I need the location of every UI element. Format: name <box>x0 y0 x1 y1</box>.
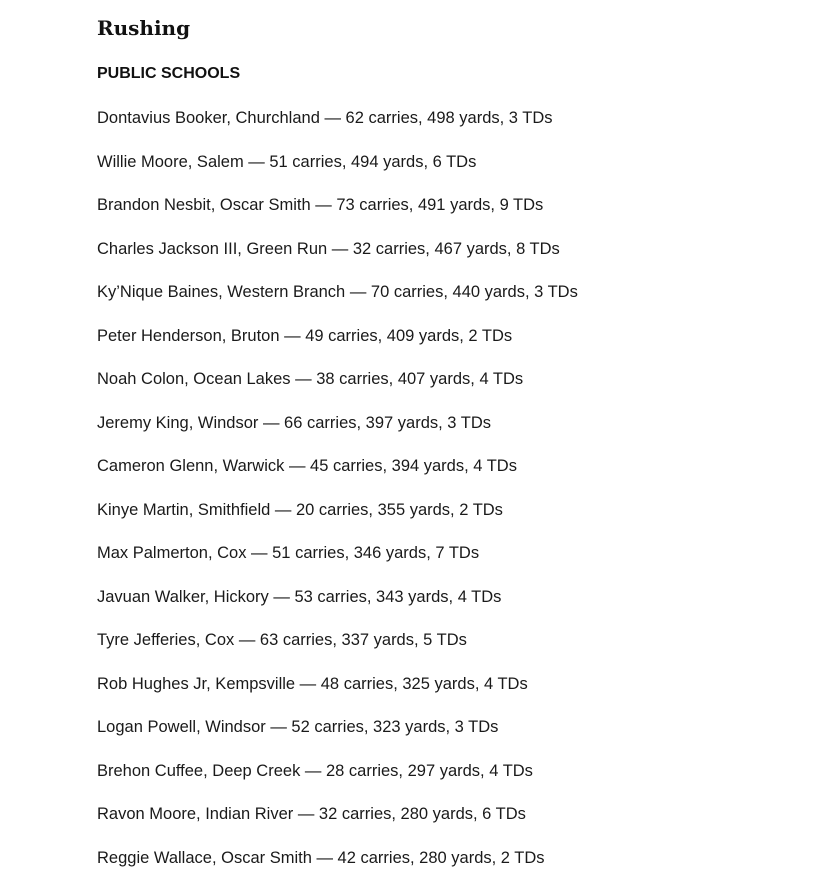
stat-line: Kinye Martin, Smithfield — 20 carries, 355 yards, 2 TDs <box>97 498 578 542</box>
stat-line: Tyre Jefferies, Cox — 63 carries, 337 yards, 5 TDs <box>97 628 578 672</box>
stat-line: Rob Hughes Jr, Kempsville — 48 carries, 325 yards, 4 TDs <box>97 672 578 716</box>
stat-line: Reggie Wallace, Oscar Smith — 42 carries, 280 yards, 2 TDs <box>97 846 578 889</box>
stat-line: Jeremy King, Windsor — 66 carries, 397 yards, 3 TDs <box>97 411 578 455</box>
stat-line: Ravon Moore, Indian River — 32 carries, 280 yards, 6 TDs <box>97 802 578 846</box>
stat-line: Brandon Nesbit, Oscar Smith — 73 carries, 491 yards, 9 TDs <box>97 193 578 237</box>
stat-line: Max Palmerton, Cox — 51 carries, 346 yards, 7 TDs <box>97 541 578 585</box>
stat-line: Brehon Cuffee, Deep Creek — 28 carries, 297 yards, 4 TDs <box>97 759 578 803</box>
stat-line: Logan Powell, Windsor — 52 carries, 323 yards, 3 TDs <box>97 715 578 759</box>
section-heading: Rushing <box>97 16 190 40</box>
stat-line: Peter Henderson, Bruton — 49 carries, 409 yards, 2 TDs <box>97 324 578 368</box>
stat-line: Willie Moore, Salem — 51 carries, 494 yards, 6 TDs <box>97 150 578 194</box>
stat-line: Javuan Walker, Hickory — 53 carries, 343 yards, 4 TDs <box>97 585 578 629</box>
stat-line: Noah Colon, Ocean Lakes — 38 carries, 407 yards, 4 TDs <box>97 367 578 411</box>
stat-line: Ky’Nique Baines, Western Branch — 70 carries, 440 yards, 3 TDs <box>97 280 578 324</box>
stat-line: Dontavius Booker, Churchland — 62 carries, 498 yards, 3 TDs <box>97 106 578 150</box>
stat-list <box>97 106 578 889</box>
stat-line: Cameron Glenn, Warwick — 45 carries, 394 yards, 4 TDs <box>97 454 578 498</box>
stat-line: Charles Jackson III, Green Run — 32 carries, 467 yards, 8 TDs <box>97 237 578 281</box>
subheading: PUBLIC SCHOOLS <box>97 65 240 83</box>
